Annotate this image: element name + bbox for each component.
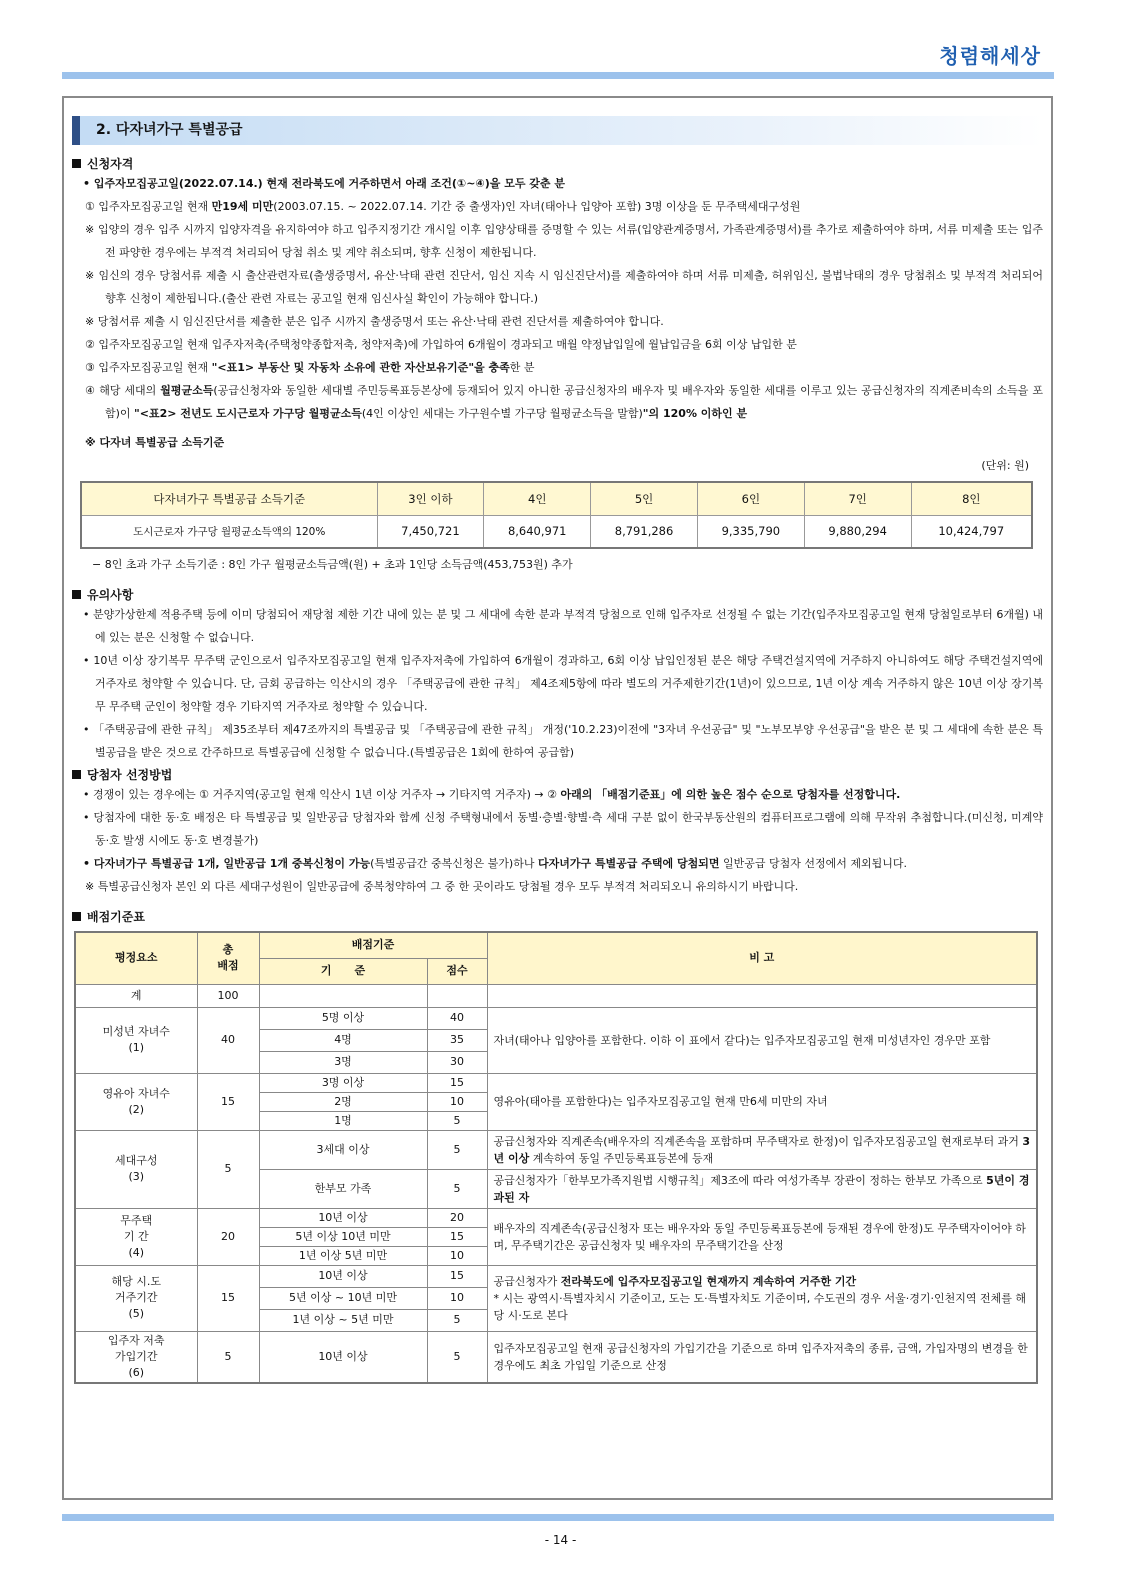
header-bar <box>62 72 1054 79</box>
table-row <box>75 984 1037 1007</box>
square-bullet-icon <box>72 159 81 168</box>
points-cell: 5 <box>427 1331 487 1383</box>
income-table-header <box>81 482 1032 515</box>
table-row <box>75 1331 1037 1383</box>
criteria-cell: 5년 이상 ~ 10년 미만 <box>259 1287 427 1309</box>
points-cell: 30 <box>427 1051 487 1073</box>
income-header-cell: 8인 <box>911 482 1032 515</box>
sum-total: 100 <box>197 984 259 1007</box>
factor-2-total: 15 <box>197 1073 259 1130</box>
criteria-cell: 5년 이상 10년 미만 <box>259 1227 427 1246</box>
factor-5-total: 15 <box>197 1265 259 1331</box>
points-cell: 5 <box>427 1111 487 1130</box>
factor-2-note: 영유아(태아를 포함한다)는 입주자모집공고일 현재 만6세 미만의 자녀 <box>487 1073 1037 1130</box>
points-cell: 5 <box>427 1130 487 1169</box>
points-cell: 5 <box>427 1169 487 1208</box>
criteria-cell: 2명 <box>259 1092 427 1111</box>
condition-2: ② 입주자모집공고일 현재 입주자저축(주택청약종합저축, 청약저축)에 가입하여 6개월이 경과되고 매월 약정납입일에 월납입금을 6회 이상 납입한 분 <box>85 338 797 351</box>
points-cell: 15 <box>427 1073 487 1092</box>
section-title: 2. 다자녀가구 특별공급 <box>72 116 1043 145</box>
header-criteria: 배점기준 <box>259 932 487 958</box>
table-row <box>75 1007 1037 1029</box>
criteria-cell: 3명 이상 <box>259 1073 427 1092</box>
header-note: 비 고 <box>487 932 1037 984</box>
empty-cell <box>259 984 427 1007</box>
income-table <box>80 481 1033 549</box>
caution-item-3: • 「주택공급에 관한 규칙」 제35조부터 제47조까지의 특별공급 및 「주택공급에 관한 규칙」 개정('10.2.23)이전에 "3자녀 우선공급" 및 "노부모부양 우선공급"을 받은 분 및 그 세대에 속한 분은 특별공급을 받은 것으로 간주하므로 특별공급에 신청할 수 없습니다.(특별공급은 1회에 한하여 공급함) <box>83 723 1043 759</box>
income-cell: 9,880,294 <box>804 515 911 548</box>
factor-6-total: 5 <box>197 1331 259 1383</box>
table-row <box>75 1208 1037 1227</box>
criteria-cell: 10년 이상 <box>259 1208 427 1227</box>
selection-item-3: • 다자녀가구 특별공급 1개, 일반공급 1개 중복신청이 가능(특별공급간 중복신청은 불가)하나 다자녀가구 특별공급 주택에 당첨되면 일반공급 당첨자 선정에서 제외됩니다. <box>83 857 907 870</box>
income-table-title: ※ 다자녀 특별공급 소득기준 <box>85 436 225 449</box>
factor-4-total: 20 <box>197 1208 259 1265</box>
qualification-main: • 입주자모집공고일(2022.07.14.) 현재 전라북도에 거주하면서 아래 조건(①~④)을 모두 갖춘 분 <box>83 177 565 190</box>
factor-5: 해당 시.도 거주기간 (5) <box>75 1265 197 1331</box>
points-cell: 10 <box>427 1246 487 1265</box>
income-header-cell: 4인 <box>484 482 591 515</box>
header-factor: 평정요소 <box>75 932 197 984</box>
income-footnote: − 8인 초과 가구 소득기준 : 8인 가구 월평균소득금액(원) + 초과 1인당 소득금액(453,753원) 추가 <box>92 558 573 571</box>
condition-4: ④ 해당 세대의 월평균소득(공급신청자와 동일한 세대별 주민등록표등본상에 등재되어 있지 아니한 공급신청자의 배우자 및 배우자와 동일한 세대를 이루고 있는 공급신청자의 직계존비속의 소득을 포함)이 "<표2> 전년도 도시근로자 가구당 월평균소득(4인 이상인 세대는 가구원수별 가구당 월평균소득을 말함)"의 120% 이하인 분 <box>85 384 1043 420</box>
selection-item-1: • 경쟁이 있는 경우에는 ① 거주지역(공고일 현재 익산시 1년 이상 거주자 → 기타지역 거주자) → ② 아래의 「배점기준표」에 의한 높은 점수 순으로 당첨자를 선정합니다. <box>83 788 901 801</box>
pregnancy-note: ※ 임신의 경우 당첨서류 제출 시 출산관련자료(출생증명서, 유산·낙태 관련 진단서, 임신 지속 시 임신진단서)를 제출하여야 하며 서류 미제출, 허위임신, 불법낙태의 경우 당첨취소 및 부적격 처리되어 향후 신청이 제한됩니다.(출산 관련 자료는 공고일 현재 임신사실 확인이 가능해야 합니다.) <box>85 269 1043 305</box>
page-number: - 14 - <box>544 1533 577 1547</box>
income-unit: (단위: 원) <box>981 459 1029 472</box>
criteria-cell: 3세대 이상 <box>259 1130 427 1169</box>
factor-3: 세대구성 (3) <box>75 1130 197 1208</box>
factor-3-note-2: 공급신청자가「한부모가족지원법 시행규칙」제3조에 따라 여성가족부 장관이 정하는 한부모 가족으로 5년이 경과된 자 <box>487 1169 1037 1208</box>
selection-item-2: • 당첨자에 대한 동·호 배정은 타 특별공급 및 일반공급 당첨자와 함께 신청 주택형내에서 동별·층별·향별·측 세대 구분 없이 한국부동산원의 컴퓨터프로그램에 의해 무작위 추첨합니다.(미신청, 미계약 동·호 발생 시에도 동·호 변경불가) <box>83 811 1043 847</box>
factor-3-note-1: 공급신청자와 직계존속(배우자의 직계존속을 포함하며 무주택자로 한정)이 입주자모집공고일 현재로부터 과거 3년 이상 계속하여 동일 주민등록표등본에 등재 <box>487 1130 1037 1169</box>
income-cell: 도시근로자 가구당 월평균소득액의 120% <box>81 515 377 548</box>
sum-label: 계 <box>75 984 197 1007</box>
caution-heading: 유의사항 <box>72 586 1043 603</box>
score-heading: 배점기준표 <box>72 908 1043 925</box>
income-header-cell: 5인 <box>591 482 698 515</box>
condition-3: ③ 입주자모집공고일 현재 "<표1> 부동산 및 자동차 소유에 관한 자산보유기준"을 충족한 분 <box>85 361 535 374</box>
income-cell: 8,791,286 <box>591 515 698 548</box>
factor-4-note: 배우자의 직계존속(공급신청자 또는 배우자와 동일 주민등록표등본에 등재된 경우에 한정)도 무주택자이어야 하며, 무주택기간은 공급신청자 및 배우자의 무주택기간을 산정 <box>487 1208 1037 1265</box>
points-cell: 15 <box>427 1265 487 1287</box>
score-header-row <box>75 932 1037 958</box>
factor-1: 미성년 자녀수 (1) <box>75 1007 197 1073</box>
points-cell: 35 <box>427 1029 487 1051</box>
table-row <box>75 1073 1037 1092</box>
criteria-cell: 10년 이상 <box>259 1265 427 1287</box>
points-cell: 20 <box>427 1208 487 1227</box>
criteria-cell: 4명 <box>259 1029 427 1051</box>
factor-6-note: 입주자모집공고일 현재 공급신청자의 가입기간을 기준으로 하며 입주자저축의 종류, 금액, 가입자명의 변경을 한 경우에도 최초 가입일 기준으로 산정 <box>487 1331 1037 1383</box>
points-cell: 5 <box>427 1309 487 1331</box>
adoption-note: ※ 입양의 경우 입주 시까지 입양자격을 유지하여야 하고 입주지정기간 개시일 이후 입양상태를 증명할 수 있는 서류(입양관계증명서, 가족관계증명서)를 추가로 제출하여야 하며, 서류 미제출 또는 입주 전 파양한 경우에는 부적격 처리되어 당첨 취소 및 계약 취소되며, 향후 신청이 제한됩니다. <box>85 223 1043 259</box>
score-table <box>74 931 1038 1384</box>
income-header-cell: 7인 <box>804 482 911 515</box>
income-header-cell: 다자녀가구 특별공급 소득기준 <box>81 482 377 515</box>
income-cell: 9,335,790 <box>697 515 804 548</box>
points-cell: 10 <box>427 1287 487 1309</box>
income-cell: 7,450,721 <box>377 515 484 548</box>
table-row <box>75 1265 1037 1287</box>
factor-5-note: 공급신청자가 전라북도에 입주자모집공고일 현재까지 계속하여 거주한 기간 * 시는 광역시·특별자치시 기준이고, 도는 도·특별자치도 기준이며, 수도권의 경우 서울·경기·인천지역 전체를 해당 시·도로 본다 <box>487 1265 1037 1331</box>
factor-2: 영유아 자녀수 (2) <box>75 1073 197 1130</box>
table-row <box>75 1130 1037 1169</box>
square-bullet-icon <box>72 770 81 779</box>
income-cell: 10,424,797 <box>911 515 1032 548</box>
empty-cell <box>427 984 487 1007</box>
header-total: 총 배점 <box>197 932 259 984</box>
selection-heading: 당첨자 선정방법 <box>72 766 1043 783</box>
points-cell: 40 <box>427 1007 487 1029</box>
logo: 청렴해세상 <box>939 44 1041 68</box>
header-basis: 기 준 <box>259 958 427 984</box>
content-frame <box>62 96 1053 1500</box>
factor-1-note: 자녀(태아나 입양아를 포함한다. 이하 이 표에서 같다)는 입주자모집공고일 현재 미성년자인 경우만 포함 <box>487 1007 1037 1073</box>
caution-item-2: • 10년 이상 장기복무 무주택 군인으로서 입주자모집공고일 현재 입주자저축에 가입하여 6개월이 경과하고, 6회 이상 납입인정된 분은 해당 주택건설지역에 거주하지 아니하여도 해당 주택건설지역에 거주자로 청약할 수 있습니다. 단, 금회 공급하는 익산시의 경우 「주택공급에 관한 규칙」 제4조제5항에 따라 별도의 거주제한기간(1년)이 있으므로, 1년 이상 계속 거주하지 않은 10년 이상 장기복무 무주택 군인이 청약할 경우 기타지역 거주자로 청약할 수 있습니다. <box>83 654 1043 713</box>
caution-item-1: • 분양가상한제 적용주택 등에 이미 당첨되어 재당첨 제한 기간 내에 있는 분 및 그 세대에 속한 분과 부적격 당첨으로 인해 입주자로 선정될 수 없는 기간(입주자모집공고일 현재 당첨일로부터 6개월) 내에 있는 분은 신청할 수 없습니다. <box>83 608 1043 644</box>
factor-6: 입주자 저축 가입기간 (6) <box>75 1331 197 1383</box>
factor-1-total: 40 <box>197 1007 259 1073</box>
empty-cell <box>487 984 1037 1007</box>
criteria-cell: 1년 이상 5년 미만 <box>259 1246 427 1265</box>
factor-3-total: 5 <box>197 1130 259 1208</box>
factor-4: 무주택 기 간 (4) <box>75 1208 197 1265</box>
square-bullet-icon <box>72 912 81 921</box>
condition-1: ① 입주자모집공고일 현재 만19세 미만(2003.07.15. ~ 2022.07.14. 기간 중 출생자)인 자녀(태아나 입양아 포함) 3명 이상을 둔 무주택세대구성원 <box>85 200 801 213</box>
qualification-heading: 신청자격 <box>72 155 1043 172</box>
income-cell: 8,640,971 <box>484 515 591 548</box>
square-bullet-icon <box>72 590 81 599</box>
criteria-cell: 10년 이상 <box>259 1331 427 1383</box>
income-table-row <box>81 515 1032 548</box>
points-cell: 15 <box>427 1227 487 1246</box>
header-points: 점수 <box>427 958 487 984</box>
criteria-cell: 1명 <box>259 1111 427 1130</box>
selection-note: ※ 특별공급신청자 본인 외 다른 세대구성원이 일반공급에 중복청약하여 그 중 한 곳이라도 당첨될 경우 모두 부적격 처리되오니 유의하시기 바랍니다. <box>85 880 799 893</box>
points-cell: 10 <box>427 1092 487 1111</box>
criteria-cell: 3명 <box>259 1051 427 1073</box>
criteria-cell: 한부모 가족 <box>259 1169 427 1208</box>
income-header-cell: 3인 이하 <box>377 482 484 515</box>
criteria-cell: 1년 이상 ~ 5년 미만 <box>259 1309 427 1331</box>
footer-bar <box>62 1514 1054 1521</box>
pregnancy-cert-note: ※ 당첨서류 제출 시 임신진단서를 제출한 분은 입주 시까지 출생증명서 또는 유산·낙태 관련 진단서를 제출하여야 합니다. <box>85 315 664 328</box>
income-header-cell: 6인 <box>697 482 804 515</box>
criteria-cell: 5명 이상 <box>259 1007 427 1029</box>
